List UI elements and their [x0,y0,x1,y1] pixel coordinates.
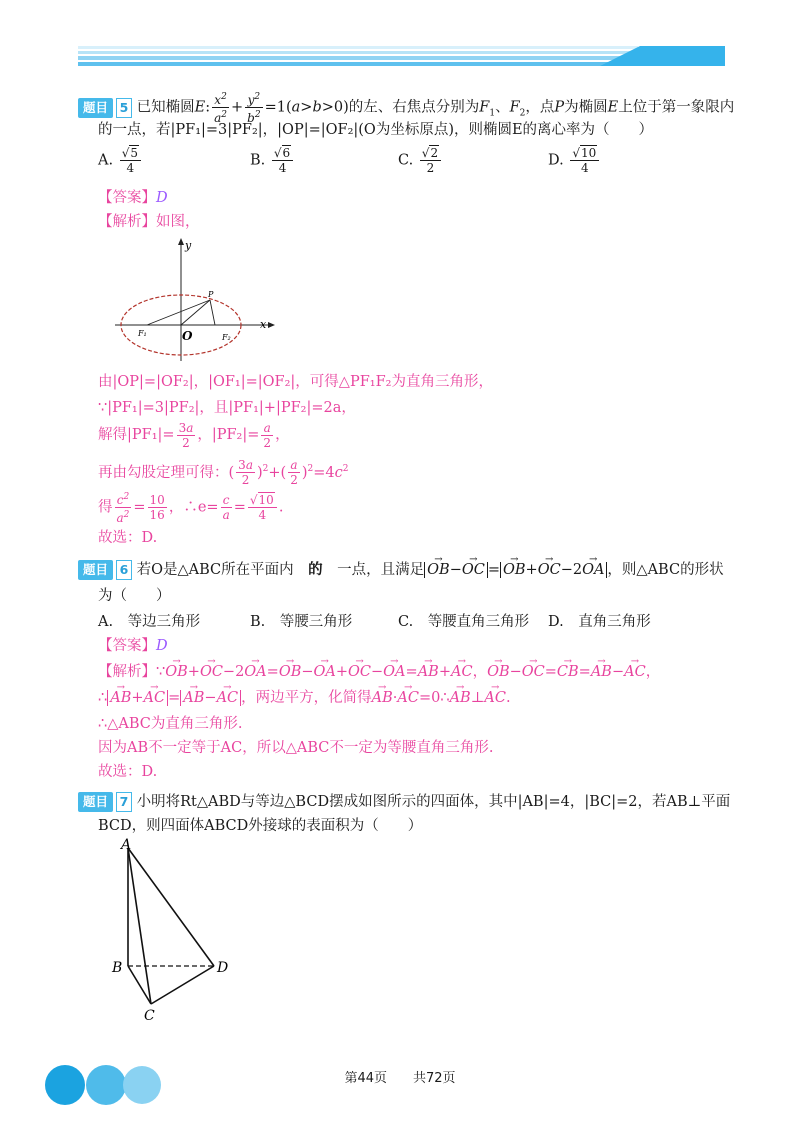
edge-ac [128,848,151,1004]
q7-stem-line1: 题目 7 小明将Rt△ABD与等边△BCD摆成如图所示的四面体，其中|AB|=4，|BC|=2，若AB⊥平面 [78,790,730,814]
tetrahedron-figure [106,836,246,1026]
q5-option-d[interactable]: D. $\frac{√10}{4}$ [548,146,601,175]
vertex-a: A [121,837,132,853]
q6-solution-line3: ∴△ABC为直角三角形. [98,716,243,732]
q6-stem-line1: 题目 6 若O是△ABC所在平面内 的 一点，且满足→ OB−→ OC =→ OB+→ OC−2→ OA ，则△ABC的形状 [78,558,724,582]
q6-solution-line1: 【解析】∵→ OB+→ OC−2→ OA=→ OB−→ OA+→ OC−→ OA=→ AB+→ AC，→ OB−→ OC=→ CB=→ AB−→ AC， [98,660,660,684]
label-f1: F₁ [138,329,147,338]
q5-solution-line6: 故选：D. [98,530,158,546]
q7-stem-line2: BCD，则四面体ABCD外接球的表面积为（ ） [98,818,423,834]
q6-badge: 题目 6 [78,560,132,580]
q6-answer: 【答案】D [98,638,168,654]
ellipse-figure [110,236,280,366]
q6-option-d[interactable]: D. 直角三角形 [548,614,651,630]
q5-solution-line3: 解得|PF₁|= $\frac{3a}{2}$ ，|PF₂|= $\frac{a}{2}$ ， [98,420,290,450]
vertex-d: D [217,960,229,976]
q6-stem-line2: 为（ ） [98,588,171,604]
q6-option-b[interactable]: B. 等腰三角形 [250,614,353,630]
header-stripe-band [0,38,800,78]
q5-option-a[interactable]: A. $\frac{√5}{4}$ [98,146,143,175]
q5-stem-line1: 题目 5 已知椭圆E: $\frac{x^2}{a^2}$ + $\frac{y^2}{b^2}$ =1(a>b>0)的左、右焦点分别为$F_1$、$F_2$，点P为椭圆E上位于第一象限内 [78,90,734,125]
q6-solution-line4: 因为AB不一定等于AC，所以△ABC不一定为等腰直角三角形. [98,740,494,756]
q5-option-c[interactable]: C. $\frac{√2}{2}$ [398,146,443,175]
label-f2: F₂ [222,333,231,342]
q6-solution-line5: 故选：D. [98,764,158,780]
q5-answer: 【答案】D [98,190,168,206]
label-p: P [208,290,214,299]
label-o: O [182,329,193,343]
q5-solution-line4: 再由勾股定理可得：( $\frac{3a}{2}$ )$^2$+( $\frac{a}{2}$ )$^2=4c^2$ [98,458,349,488]
edge-ad [128,848,214,966]
segment-pf2 [210,300,215,325]
q7-badge: 题目 7 [78,792,132,812]
segment-pf1 [147,300,210,325]
edge-cd [151,966,214,1004]
label-x: x [260,318,267,331]
page-number-footer: 第44页 共72页 [344,1071,456,1086]
segment-op [181,300,210,325]
q5-solution-line5: 得 $\frac{c^2}{a^2}$ = $\frac{10}{16}$ ，∴e= $\frac{c}{a}$ = $\frac{√10}{4}$ . [98,492,284,525]
q5-solution-line1: 由|OP|=|OF₂|，|OF₁|=|OF₂|，可得△PF₁F₂为直角三角形， [98,374,493,390]
q5-analysis-heading: 【解析】如图， [98,214,200,230]
q5-solution-line2: ∵|PF₁|=3|PF₂|，且|PF₁|+|PF₂|=2a， [98,400,356,416]
q5-badge: 题目 5 [78,98,132,118]
vertex-c: C [144,1008,155,1024]
q6-solution-line2: ∴→ AB+→ AC =→ AB−→ AC ，两边平方，化简得→ AB·→ AC=0∴→ AB⊥→ AC. [98,686,511,710]
q5-stem-line2: 的一点，若|PF₁|=3|PF₂|，|OP|=|OF₂|(O为坐标原点)，则椭圆E的离心率为（ ） [98,122,654,138]
q6-option-c[interactable]: C. 等腰直角三角形 [398,614,530,630]
q5-option-b[interactable]: B. $\frac{√6}{4}$ [250,146,295,175]
vertex-b: B [112,960,123,976]
q6-option-a[interactable]: A. 等边三角形 [98,614,201,630]
label-y: y [185,239,192,252]
